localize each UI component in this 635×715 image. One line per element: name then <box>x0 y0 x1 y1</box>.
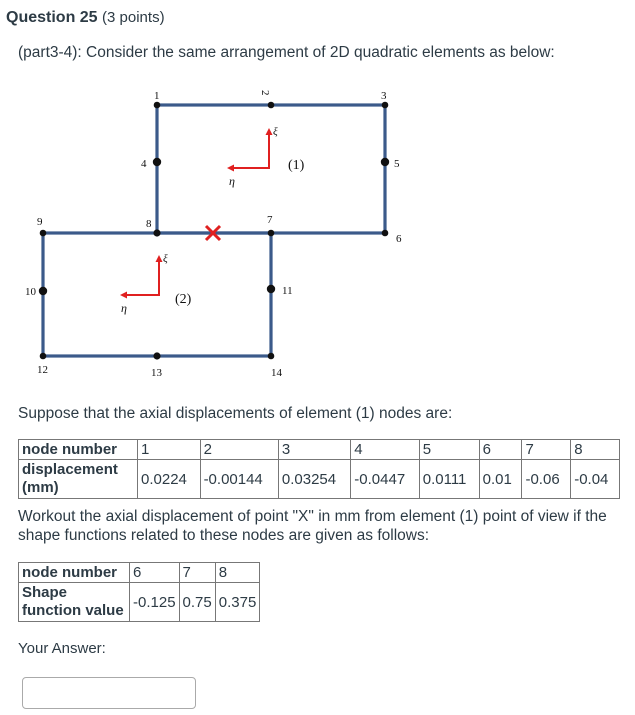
node-label-9: 9 <box>37 216 43 228</box>
displacement-header: displacement (mm) <box>19 460 138 499</box>
eta-label-1: η <box>229 174 235 188</box>
workout-text: Workout the axial displacement of point "X" in mm from element (1) point of view if the shape functions related to these nodes are given as follows: <box>18 508 607 544</box>
node-label-7: 7 <box>267 214 273 226</box>
node-label-2: 2 <box>259 90 271 96</box>
shape-function-header: Shape function value <box>19 583 130 622</box>
table-cell: 0.75 <box>179 583 215 622</box>
question-points: (3 points) <box>102 9 165 26</box>
table-cell: -0.125 <box>130 583 180 622</box>
node-6 <box>382 230 389 237</box>
table-cell: 1 <box>138 440 201 460</box>
your-answer-label: Your Answer: <box>18 640 106 657</box>
local-axes-1 <box>227 126 278 188</box>
node-label-4: 4 <box>141 158 147 170</box>
displacement-table <box>18 439 620 499</box>
node-7 <box>268 230 275 237</box>
table-cell: 7 <box>179 563 215 583</box>
node-label-5: 5 <box>394 158 400 170</box>
node-label-3: 3 <box>381 90 387 102</box>
table-cell: 0.375 <box>215 583 260 622</box>
question-title <box>6 9 165 27</box>
table-cell: -0.04 <box>571 460 620 499</box>
node-8 <box>153 229 160 236</box>
node-3 <box>382 102 389 109</box>
table-cell: -0.06 <box>522 460 571 499</box>
node-4 <box>153 158 161 166</box>
node-number-header: node number <box>19 440 138 460</box>
node-label-12: 12 <box>37 364 48 376</box>
table-cell: 4 <box>351 440 419 460</box>
node-14 <box>268 353 275 360</box>
node-5 <box>381 158 389 166</box>
table-cell: 0.0111 <box>419 460 479 499</box>
node-12 <box>40 353 47 360</box>
table-cell: 6 <box>479 440 522 460</box>
table-row <box>19 583 260 622</box>
table-cell: 6 <box>130 563 180 583</box>
table-row <box>19 440 620 460</box>
table-cell: 2 <box>200 440 278 460</box>
xi-label-2: ξ <box>163 253 168 265</box>
node-label-6: 6 <box>396 233 402 245</box>
table-row <box>19 563 260 583</box>
table-cell: 5 <box>419 440 479 460</box>
answer-input[interactable] <box>22 677 196 709</box>
node-11 <box>267 285 275 293</box>
node-9 <box>40 230 47 237</box>
question-intro: (part3-4): Consider the same arrangement of 2D quadratic elements as below: <box>18 44 555 61</box>
node-10 <box>39 287 47 295</box>
node-label-10: 10 <box>25 286 36 298</box>
eta-label-2: η <box>121 301 127 315</box>
node-label-14: 14 <box>271 367 282 379</box>
table-cell: -0.0447 <box>351 460 419 499</box>
element-label-1: (1) <box>288 158 305 173</box>
table-cell: 0.03254 <box>278 460 350 499</box>
node-label-13: 13 <box>151 367 162 379</box>
suppose-text: Suppose that the axial displacements of element (1) nodes are: <box>18 405 453 422</box>
node-2 <box>268 102 275 109</box>
table-cell: 8 <box>215 563 260 583</box>
table-cell: -0.00144 <box>200 460 278 499</box>
element-diagram <box>0 80 635 400</box>
node-13 <box>153 352 160 359</box>
node-number-header: node number <box>19 563 130 583</box>
node-1 <box>154 102 161 109</box>
table-cell: 0.01 <box>479 460 522 499</box>
node-label-11: 11 <box>282 285 293 297</box>
table-cell: 8 <box>571 440 620 460</box>
table-row <box>19 460 620 499</box>
question-number: Question 25 <box>6 9 98 26</box>
node-label-1: 1 <box>154 90 160 102</box>
table-cell: 0.0224 <box>138 460 201 499</box>
local-axes-2 <box>120 253 168 315</box>
node-label-8: 8 <box>146 218 152 230</box>
element-label-2: (2) <box>175 292 192 307</box>
shape-function-table <box>18 562 260 622</box>
table-cell: 3 <box>278 440 350 460</box>
xi-label-1: ξ <box>273 126 278 138</box>
table-cell: 7 <box>522 440 571 460</box>
